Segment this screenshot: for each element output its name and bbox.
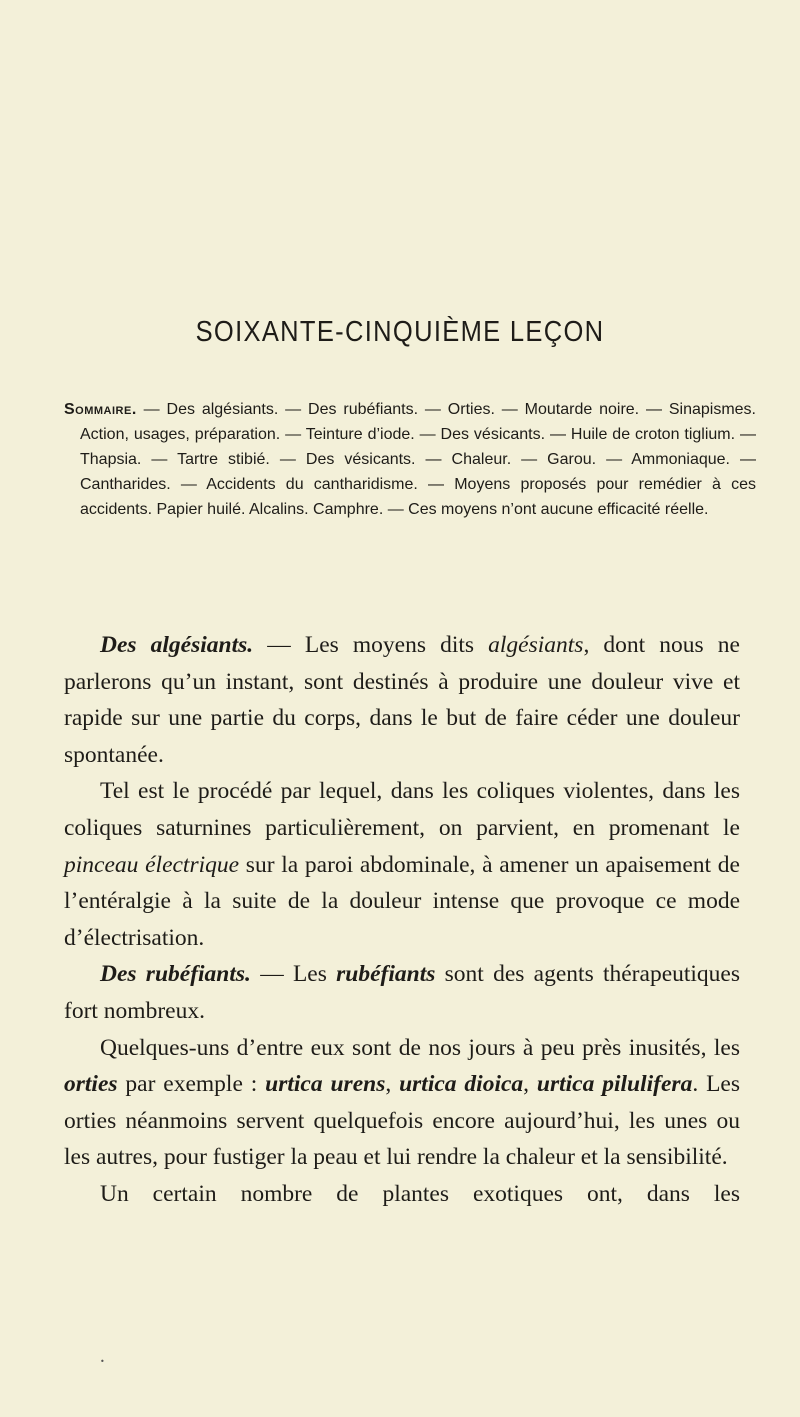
paragraph-text: sur la paroi abdominale, à amener un apaisement de l’entéralgie à la suite de la douleur intense que provoque ce mode d’électrisation.	[64, 851, 740, 951]
term-urtica-pilulifera: urtica pilulifera	[536, 1071, 693, 1098]
term-urtica-urens: urtica urens	[265, 1071, 386, 1098]
paragraph-plantes-exotiques: Un certain nombre de plantes exotiques ont, dans les	[100, 1180, 740, 1207]
summary-text: — Des algésiants. — Des rubéfiants. — Orties. — Moutarde noire. — Sinapismes. Action, usages, préparation. — Teinture d’iode. — Des vésicants. — Huile de croton tiglium. — Thapsia. — Tartre stibié. — Des vésicants. — Chaleur. — Garou. — Ammoniaque. — Cantharides. — Accidents du cantharidisme. — Moyens proposés pour remédier à ces accidents. Papier huilé. Alcalins. Camphre. — Ces moyens n’ont aucune efficacité réelle.	[80, 401, 756, 518]
term-algesiants: algésiants	[488, 632, 584, 658]
paragraph-text: — Les	[250, 961, 337, 988]
term-urtica-dioica: urtica dioica	[399, 1071, 524, 1098]
term-orties: orties	[64, 1071, 118, 1098]
body-text	[64, 627, 740, 1213]
summary	[64, 397, 756, 522]
summary-label: Sommaire.	[64, 401, 137, 418]
term-pinceau-electrique: pinceau électrique	[64, 851, 240, 878]
paragraph-text: ,	[523, 1071, 537, 1098]
paragraph-orties	[64, 1030, 740, 1176]
paragraph-procede	[64, 773, 740, 956]
section-heading-algesiants: Des algésiants.	[100, 632, 254, 658]
page-mark: •	[100, 1357, 105, 1366]
paragraph-algesiants	[64, 627, 740, 773]
paragraph-text: par exemple :	[117, 1071, 266, 1098]
lesson-title: SOIXANTE-CINQUIÈME LEÇON	[195, 316, 605, 348]
section-heading-rubefiants: Des rubéfiants.	[100, 961, 251, 988]
paragraph-text: , dont nous ne parlerons qu’un instant, sont destinés à produire une douleur vive et rapide sur une partie du corps, dans le but de faire céder une douleur spontanée.	[64, 632, 740, 768]
paragraph-text: — Les moyens dits	[253, 632, 489, 658]
paragraph-text: . Les orties néanmoins servent quelquefois encore aujourd’hui, les unes ou les autres, pour fustiger la peau et lui rendre la chaleur et la sensibilité.	[64, 1071, 741, 1171]
term-rubefiants: rubéfiants	[336, 961, 436, 988]
paragraph-text: sont des agents thérapeutiques fort nombreux.	[64, 961, 741, 1024]
paragraph-text: ,	[385, 1071, 400, 1098]
paragraph-text: Quelques-uns d’entre eux sont de nos jours à peu près inusités, les	[100, 1034, 740, 1061]
paragraph-rubefiants	[64, 956, 740, 1029]
paragraph-text: Tel est le procédé par lequel, dans les coliques violentes, dans les coliques saturnines particulièrement, on parvient, en promenant le	[64, 778, 740, 841]
